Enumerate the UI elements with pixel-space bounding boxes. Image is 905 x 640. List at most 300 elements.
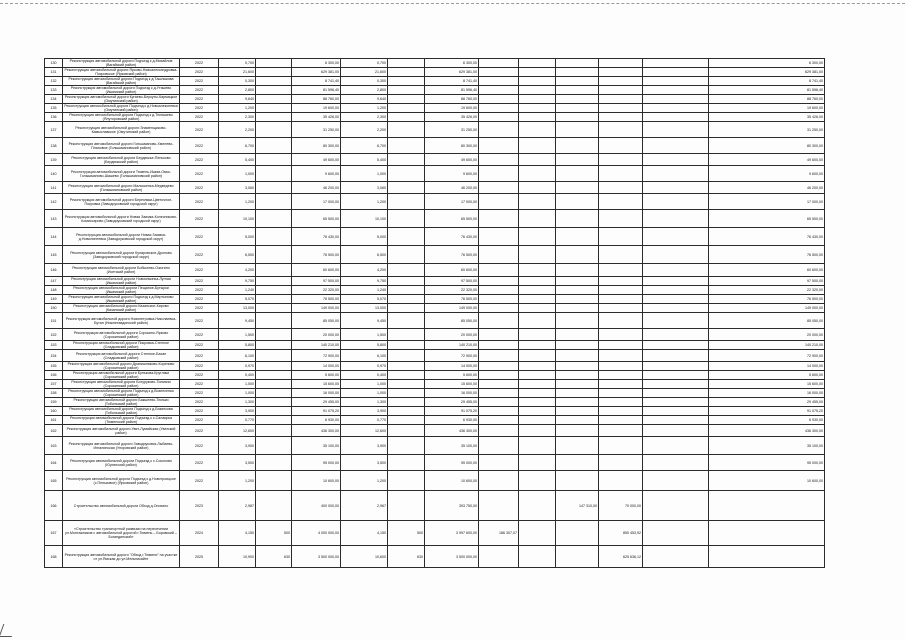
cell-d [599, 362, 643, 371]
cell-l: 1,000 [219, 389, 256, 398]
cell-d: 850 453,92 [599, 521, 643, 546]
cell-n: 131 [45, 68, 63, 77]
table-row [45, 59, 825, 68]
cell-p2 [388, 329, 425, 341]
cell-e [643, 166, 709, 182]
cell-l2: 5,400 [341, 154, 388, 166]
cell-total: 60 600,00 [709, 264, 825, 277]
cell-total: 6 930,00 [709, 416, 825, 425]
cell-sum: 95 000,00 [425, 455, 479, 471]
cell-sum: 60 600,00 [425, 264, 479, 277]
cell-p2: 630 [388, 546, 425, 568]
cell-name: Реконструкция автомобильной дороги Подъезд к д.Вознесенка (Сорокинский район) [63, 389, 180, 398]
cell-d [599, 437, 643, 455]
cell-p2 [388, 246, 425, 264]
cell-total: 35 426,00 [709, 113, 825, 122]
cell-b [519, 154, 556, 166]
cell-total: 35 100,00 [709, 437, 825, 455]
cell-l2: 4,200 [341, 264, 388, 277]
table-row [45, 455, 825, 471]
cell-total: 10 600,00 [709, 471, 825, 491]
cell-cost: 400 000,00 [292, 491, 341, 521]
cell-total: 85 050,00 [709, 313, 825, 329]
cell-n: 156 [45, 371, 63, 380]
cell-l2: 0,970 [341, 362, 388, 371]
cell-p2 [388, 380, 425, 389]
table-row [45, 194, 825, 210]
cell-b [519, 104, 556, 113]
cell-year: 2022 [180, 341, 219, 350]
cell-d [599, 286, 643, 295]
cell-c [556, 138, 599, 154]
cell-cost: 16 000,00 [292, 389, 341, 398]
cell-name: Реконструкция автомобильной дороги Степное-Бахан (Сладковский район) [63, 350, 180, 362]
table-row [45, 380, 825, 389]
cell-c [556, 398, 599, 407]
cell-p: 500 [256, 521, 292, 546]
cell-b [519, 425, 556, 437]
cell-cost: 140 210,00 [292, 341, 341, 350]
table-row [45, 228, 825, 246]
cell-l2: 2,967 [341, 491, 388, 521]
cell-d: 70 000,00 [599, 491, 643, 521]
table-row [45, 313, 825, 329]
cell-p [256, 313, 292, 329]
cell-n: 135 [45, 104, 63, 113]
cell-total: 95 000,00 [709, 455, 825, 471]
cell-a [479, 138, 519, 154]
cell-name: Реконструкция автомобильной дороги Знаменщиково-Камыславское (Омутинский район) [63, 122, 180, 138]
cell-p2 [388, 304, 425, 313]
cell-name: Строительство автомобильной дороги Обход д.Онохино [63, 491, 180, 521]
cell-p2 [388, 77, 425, 86]
cell-p2 [388, 210, 425, 228]
cell-sum: 88 760,00 [425, 95, 479, 104]
cell-n: 132 [45, 77, 63, 86]
cell-a [479, 362, 519, 371]
cell-l2: 1,200 [341, 471, 388, 491]
cell-d [599, 329, 643, 341]
cell-year: 2022 [180, 350, 219, 362]
cell-e [643, 371, 709, 380]
cell-d [599, 295, 643, 304]
table-row [45, 210, 825, 228]
cell-name: Реконструкция автомобильной дороги Куларовское-Дроново (Заводоуковский городской округ) [63, 246, 180, 264]
cell-a [479, 154, 519, 166]
cell-p [256, 362, 292, 371]
cell-p2 [388, 416, 425, 425]
cell-l2: 1,000 [341, 389, 388, 398]
table-row [45, 122, 825, 138]
cell-d [599, 416, 643, 425]
cell-name: Реконструкция автомобильной дороги Бакшеево-Тюльки (Тобольский район) [63, 398, 180, 407]
cell-e [643, 398, 709, 407]
cell-p [256, 341, 292, 350]
cell-l: 0,300 [219, 77, 256, 86]
cell-total: 29 455,00 [709, 398, 825, 407]
cell-n: 164 [45, 455, 63, 471]
cell-d [599, 166, 643, 182]
cell-d [599, 138, 643, 154]
cell-l2: 10,600 [341, 546, 388, 568]
cell-l2: 1,500 [341, 329, 388, 341]
cell-b [519, 304, 556, 313]
table-row [45, 304, 825, 313]
cell-n: 168 [45, 546, 63, 568]
cell-total: 8 741,40 [709, 77, 825, 86]
cell-p2 [388, 122, 425, 138]
cell-d [599, 182, 643, 194]
cell-d [599, 68, 643, 77]
cell-e [643, 521, 709, 546]
cell-year: 2022 [180, 380, 219, 389]
cell-e [643, 277, 709, 286]
cell-p2 [388, 228, 425, 246]
cell-c [556, 86, 599, 95]
cell-p2 [388, 471, 425, 491]
cell-b [519, 546, 556, 568]
cell-cost: 629 381,00 [292, 68, 341, 77]
cell-c [556, 182, 599, 194]
cell-c [556, 407, 599, 416]
cell-total: 16 000,00 [709, 389, 825, 398]
cell-p [256, 154, 292, 166]
cell-total: 88 760,00 [709, 95, 825, 104]
cell-name: Реконструкция автомобильной дороги Березняки-Цветочное-Покровка (Заводоуковский городской округ) [63, 194, 180, 210]
cell-l2: 4,150 [341, 521, 388, 546]
table-row [45, 491, 825, 521]
cell-l: 1,300 [219, 398, 256, 407]
cell-p [256, 59, 292, 68]
cell-p2 [388, 398, 425, 407]
cell-l: 3,900 [219, 407, 256, 416]
cell-d [599, 113, 643, 122]
cell-p [256, 68, 292, 77]
cell-c [556, 194, 599, 210]
cell-year: 2025 [180, 546, 219, 568]
cell-p2 [388, 95, 425, 104]
cell-name: Реконструкция автомобильной дороги Дранишниково-Кореново (Сорокинский район) [63, 362, 180, 371]
cell-cost: 14 000,00 [292, 362, 341, 371]
cell-sum: 76 500,00 [425, 246, 479, 264]
cell-l: 2,987 [219, 491, 256, 521]
cell-sum: 46 200,00 [425, 182, 479, 194]
cell-l2: 13,000 [341, 304, 388, 313]
cell-year: 2022 [180, 154, 219, 166]
cell-l2: 0,400 [341, 371, 388, 380]
cell-c [556, 246, 599, 264]
cell-sum: 29 455,00 [425, 398, 479, 407]
cell-e [643, 122, 709, 138]
cell-sum: 149 000,00 [425, 304, 479, 313]
cell-b [519, 95, 556, 104]
cell-b [519, 521, 556, 546]
cell-year: 2022 [180, 362, 219, 371]
cell-year: 2022 [180, 122, 219, 138]
cell-d [599, 471, 643, 491]
cell-e [643, 246, 709, 264]
cell-a [479, 546, 519, 568]
cell-cost: 65 500,00 [292, 210, 341, 228]
cell-e [643, 437, 709, 455]
cell-n: 147 [45, 277, 63, 286]
cell-l2: 0,300 [341, 77, 388, 86]
cell-b [519, 264, 556, 277]
cell-n: 141 [45, 182, 63, 194]
cell-total: 14 000,00 [709, 362, 825, 371]
cell-year: 2023 [180, 491, 219, 521]
cell-sum: 65 500,00 [425, 210, 479, 228]
cell-l: 13,000 [219, 304, 256, 313]
cell-sum: 5 600,00 [425, 371, 479, 380]
cell-l2: 1,240 [341, 286, 388, 295]
cell-p2 [388, 277, 425, 286]
cell-cost: 76 430,00 [292, 228, 341, 246]
cell-sum: 436 300,00 [425, 425, 479, 437]
table-row [45, 286, 825, 295]
cell-l2: 1,300 [341, 398, 388, 407]
cell-p [256, 246, 292, 264]
cell-cost: 6 930,00 [292, 416, 341, 425]
cell-a [479, 228, 519, 246]
cell-sum: 97 500,00 [425, 277, 479, 286]
cell-a [479, 122, 519, 138]
cell-name: Реконструкция автомобильной дороги Новая Заимка-д.Новолинеевка (Заводоуковский городской округ) [63, 228, 180, 246]
cell-b [519, 286, 556, 295]
cell-cost: 35 100,00 [292, 437, 341, 455]
cell-name: Реконструкция автомобильной дороги Пещаное-Бутырки (Ишимский район) [63, 286, 180, 295]
cell-a [479, 295, 519, 304]
cell-year: 2022 [180, 277, 219, 286]
cell-b [519, 455, 556, 471]
cell-l2: 21,600 [341, 68, 388, 77]
cell-p2 [388, 362, 425, 371]
cell-e [643, 68, 709, 77]
cell-p [256, 350, 292, 362]
cell-c [556, 437, 599, 455]
cell-d [599, 246, 643, 264]
cell-n: 159 [45, 398, 63, 407]
cell-d [599, 341, 643, 350]
cell-c [556, 371, 599, 380]
cell-cost: 29 455,00 [292, 398, 341, 407]
cell-a [479, 491, 519, 521]
cell-c [556, 389, 599, 398]
cell-b [519, 416, 556, 425]
cell-cost: 4 000 000,00 [292, 521, 341, 546]
cell-name: Реконструкция автомобильной дороги Подъезд к д.Утяшево (Ишимский район) [63, 86, 180, 95]
table-row [45, 295, 825, 304]
cell-total: 97 500,00 [709, 277, 825, 286]
cell-e [643, 286, 709, 295]
cell-p [256, 86, 292, 95]
cell-p [256, 182, 292, 194]
cell-total: 76 500,00 [709, 246, 825, 264]
cell-a [479, 371, 519, 380]
cell-l: 0,970 [219, 362, 256, 371]
cell-total: 65 500,00 [709, 210, 825, 228]
cell-p: 630 [256, 546, 292, 568]
data-table [44, 58, 825, 568]
cell-a [479, 437, 519, 455]
cell-l: 5,000 [219, 228, 256, 246]
cell-a [479, 350, 519, 362]
cell-e [643, 104, 709, 113]
cell-p [256, 194, 292, 210]
cell-year: 2022 [180, 228, 219, 246]
cell-cost: 9 600,00 [292, 166, 341, 182]
cell-cost: 8 741,40 [292, 77, 341, 86]
cell-year: 2022 [180, 455, 219, 471]
cell-a [479, 59, 519, 68]
cell-l: 10,900 [219, 546, 256, 568]
cell-l2: 1,200 [341, 104, 388, 113]
cell-l: 12,600 [219, 425, 256, 437]
cell-name: Реконструкция автомобильной дороги Новая Заимка-Колесниково-Комиссарово (Заводоуковский городской округ) [63, 210, 180, 228]
cell-d [599, 371, 643, 380]
cell-name: Реконструкция автомобильной дороги Подъезд к с.Соколово (Юргинский район) [63, 455, 180, 471]
cell-l2: 2,300 [341, 113, 388, 122]
cell-p [256, 113, 292, 122]
cell-cost: 15 600,00 [292, 380, 341, 389]
cell-l2: 6,700 [341, 138, 388, 154]
cell-total: 81 596,40 [709, 86, 825, 95]
cell-l2: 0,700 [341, 59, 388, 68]
cell-e [643, 416, 709, 425]
cell-c [556, 77, 599, 86]
cell-p2 [388, 194, 425, 210]
cell-year: 2022 [180, 182, 219, 194]
table-row [45, 154, 825, 166]
cell-a [479, 407, 519, 416]
cell-l2: 2,800 [341, 86, 388, 95]
cell-l: 1,000 [219, 166, 256, 182]
cell-p [256, 304, 292, 313]
cell-d [599, 154, 643, 166]
cell-b [519, 407, 556, 416]
table-row [45, 68, 825, 77]
cell-d [599, 350, 643, 362]
table-row [45, 264, 825, 277]
cell-year: 2022 [180, 77, 219, 86]
cell-e [643, 329, 709, 341]
cell-l: 5,400 [219, 154, 256, 166]
cell-a [479, 455, 519, 471]
cell-d [599, 264, 643, 277]
cell-b [519, 471, 556, 491]
cell-cost: 49 600,00 [292, 154, 341, 166]
cell-l: 1,000 [219, 380, 256, 389]
cell-year: 2022 [180, 313, 219, 329]
cell-name: Реконструкция автомобильной дороги Бердюжье-Пеньково (Бердюжский район) [63, 154, 180, 166]
cell-b [519, 380, 556, 389]
cell-sum: 6 300,00 [425, 59, 479, 68]
table-row [45, 398, 825, 407]
cell-n: 148 [45, 286, 63, 295]
cell-p2 [388, 264, 425, 277]
table-row [45, 86, 825, 95]
cell-cost: 3 500 000,00 [292, 546, 341, 568]
cell-l2: 10,100 [341, 210, 388, 228]
cell-l: 2,200 [219, 122, 256, 138]
cell-l2: 5,000 [341, 228, 388, 246]
cell-name: Реконструкция автомобильной дороги Подъезд к с.Салаирка (Тюменский район) [63, 416, 180, 425]
cell-year: 2022 [180, 104, 219, 113]
cell-cost: 10 600,00 [292, 471, 341, 491]
cell-d [599, 425, 643, 437]
cell-l: 6,500 [219, 246, 256, 264]
cell-sum: 76 430,00 [425, 228, 479, 246]
cell-sum: 22 320,00 [425, 286, 479, 295]
cell-l: 2,800 [219, 86, 256, 95]
cell-d: 625 636,12 [599, 546, 643, 568]
cell-n: 140 [45, 166, 63, 182]
cell-a [479, 95, 519, 104]
cell-sum: 16 000,00 [425, 389, 479, 398]
cell-e [643, 86, 709, 95]
cell-sum: 80 300,00 [425, 138, 479, 154]
cell-cost: 80 300,00 [292, 138, 341, 154]
cell-p [256, 77, 292, 86]
cell-name: Реконструкция автомобильной дороги Малышенка-Медведево (Голышмановский район) [63, 182, 180, 194]
cell-sum: 91 075,20 [425, 407, 479, 416]
cell-l: 3,900 [219, 437, 256, 455]
cell-sum: 3 997 600,00 [425, 521, 479, 546]
cell-n: 163 [45, 437, 63, 455]
cell-b [519, 59, 556, 68]
cell-l: 4,150 [219, 521, 256, 546]
cell-a [479, 68, 519, 77]
cell-l2: 1,200 [341, 194, 388, 210]
cell-name: Реконструкция автомобильной дороги Тюмень-Ишим-Омск-Голышманово-Шашево (Голышмановский район) [63, 166, 180, 182]
cell-name: «Строительство транспортной развязки на пересечении ул.Монтажников с автомобильной дорогой г.Тюмень – Боровский – Богандинский» [63, 521, 180, 546]
cell-p2 [388, 313, 425, 329]
cell-e [643, 59, 709, 68]
cell-total [709, 491, 825, 521]
cell-a [479, 286, 519, 295]
table-row [45, 95, 825, 104]
cell-b [519, 350, 556, 362]
cell-cost: 17 000,00 [292, 194, 341, 210]
cell-l: 9,640 [219, 95, 256, 104]
cell-year: 2022 [180, 95, 219, 104]
cell-n: 136 [45, 113, 63, 122]
cell-p [256, 371, 292, 380]
cell-b [519, 77, 556, 86]
cell-n: 161 [45, 416, 63, 425]
cell-sum: 17 000,00 [425, 194, 479, 210]
cell-c [556, 362, 599, 371]
cell-sum: 629 381,00 [425, 68, 479, 77]
cell-c [556, 122, 599, 138]
cell-b [519, 68, 556, 77]
cell-p2 [388, 59, 425, 68]
cell-total: 17 000,00 [709, 194, 825, 210]
cell-p [256, 407, 292, 416]
cell-e [643, 407, 709, 416]
cell-a [479, 341, 519, 350]
cell-cost: 19 600,00 [292, 104, 341, 113]
cell-n: 150 [45, 304, 63, 313]
cell-p2 [388, 286, 425, 295]
cell-c [556, 304, 599, 313]
cell-name: Реконструкция автомобильной дороги Сорокино-Ярково (Сорокинский район) [63, 329, 180, 341]
cell-l: 1,200 [219, 104, 256, 113]
cell-p [256, 210, 292, 228]
cell-name: Реконструкция автомобильной дороги Ботуруково-Толмачи (Сорокинский район) [63, 380, 180, 389]
cell-b [519, 228, 556, 246]
cell-l: 1,500 [219, 329, 256, 341]
